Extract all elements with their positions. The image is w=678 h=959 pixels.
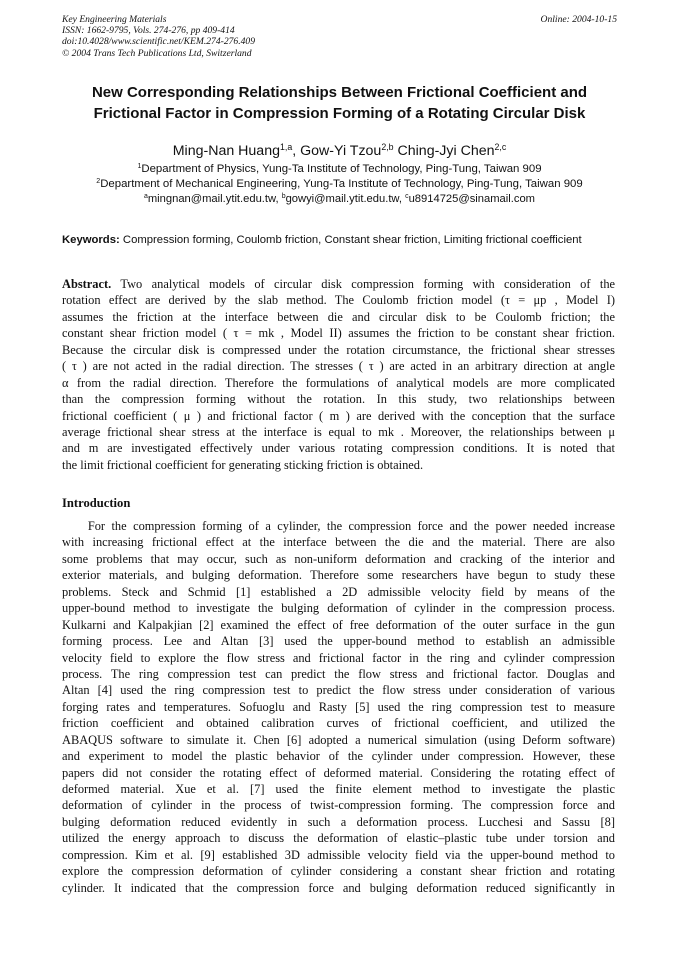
author-affiliation-mark: 1,a: [279, 142, 293, 153]
abstract-line: Because the circular disk is compressed under the rotation circumstance, the frictional shear stresses: [62, 342, 615, 357]
intro-line: papers did not consider the rotating effect of deformed material. Considering the rotating effect of: [62, 765, 615, 780]
author-name: Gow-Yi Tzou: [300, 143, 382, 159]
paper-title: [62, 82, 617, 124]
affiliation-2: [62, 177, 617, 192]
abstract: [62, 276, 615, 473]
intro-line: ABAQUS software to simulate it. Chen [6] adopted a numerical simulation (using Deform software): [62, 732, 615, 747]
abstract-line: the limit frictional coefficient for generating sticking friction is obtained.: [62, 457, 424, 472]
intro-line: bulging deformation reduced evidently in such a deformation process. Lucchesi and Sassu [8]: [62, 814, 615, 829]
doi-line: doi:10.4028/www.scientific.net/KEM.274-276.409: [62, 36, 256, 48]
abstract-line: assumes the friction at the interface between die and circular disk to be Coulomb friction; the: [62, 309, 615, 324]
intro-line: deformed material. Xue et al. [7] used the finite element method to investigate the plastic: [62, 782, 615, 796]
intro-line: friction coefficient and obtained calibration curves of frictional coefficient, and utilized the: [62, 716, 615, 731]
intro-line: forging rates and temperatures. Sofuoglu and Rasty [5] used the ring compression test to measure: [62, 699, 615, 714]
abstract-line: than the compression forming without the rotation. In this study, two relationships between: [62, 392, 615, 407]
intro-line: Altan [4] used the ring compression test to predict the flow stress under consideration of various: [62, 683, 615, 698]
keywords-label: Keywords:: [62, 234, 120, 246]
introduction-heading: Introduction: [62, 496, 131, 510]
online-date: Online: 2004-10-15: [540, 14, 617, 25]
abstract-line: α from the radial direction. Therefore the formulations of analytical models are more complicated: [62, 375, 615, 390]
intro-line: upper-bound method to investigate the bulging deformation of cylinder in the compression process.: [62, 601, 615, 616]
copyright-line: © 2004 Trans Tech Publications Ltd, Switzerland: [62, 47, 252, 59]
title-line: New Corresponding Relationships Between Frictional Coefficient and: [91, 84, 588, 101]
intro-line: Kulkarni and Kalpakjian [2] examined the effect of free deformation of the outer surface in the gun: [62, 617, 615, 632]
title-line: Frictional Factor in Compression Forming of a Rotating Circular Disk: [93, 105, 586, 122]
email-address: u8914725@sinamail.com: [408, 193, 535, 205]
intro-line: forming process. Lee and Altan [3] used the upper-bound method to establish an admissible: [62, 634, 615, 649]
email-mark: a: [143, 193, 148, 201]
abstract-line: and m are investigated effectively under various rotating compression conditions. It is noted that: [62, 441, 615, 456]
affiliation-text: Department of Physics, Yung-Ta Institute of Technology, Ping-Tung, Taiwan 909: [141, 163, 542, 175]
intro-line: exterior materials, and bulging deformation. Therefore some researchers have begun to study these: [62, 568, 615, 583]
author-name: Ming-Nan Huang: [172, 143, 280, 159]
intro-line: explore the compression deformation of cylinder considering a constant shear friction and rotating: [62, 864, 615, 879]
email-address: gowyi@mail.ytit.edu.tw,: [285, 193, 406, 205]
abstract-line: rotation effect are derived by the slab method. The Coulomb friction model (τ = μp , Model I): [62, 293, 615, 308]
affiliation-1: [62, 162, 617, 177]
email-address: mingnan@mail.ytit.edu.tw,: [147, 193, 282, 205]
abstract-line: frictional coefficient ( μ ) and frictional factor ( m ) are derived with the conception that the surface: [62, 408, 615, 423]
intro-line: cylinder. It indicated that the compression force and bulging deformation reduced significantly in: [62, 880, 615, 895]
email-list: [62, 192, 617, 207]
author-affiliation-mark: 2,c: [494, 142, 507, 153]
email-mark: b: [281, 193, 286, 201]
abstract-line: average frictional shear stress at the interface is equal to mk . Moreover, the relationships between μ: [62, 424, 615, 439]
author-list: Ming-Nan Huang$^{1,a}$, Gow-Yi Tzou$^{2,b}$ Ching-Jyi Chen$^{2,c}$: [172, 142, 507, 159]
keywords-text: Compression forming, Coulomb friction, Constant shear friction, Limiting frictional coefficient: [122, 234, 582, 246]
author-affiliation-mark: 2,b: [381, 142, 394, 153]
issn-line: ISSN: 1662-9795, Vols. 274-276, pp 409-414: [62, 25, 235, 37]
abstract-label: Abstract.: [62, 277, 112, 291]
email-mark: c: [405, 193, 409, 201]
affiliation-mark: 2: [96, 178, 101, 186]
affiliation-mark: 1: [137, 163, 142, 171]
author-name: Ching-Jyi Chen: [397, 143, 495, 159]
intro-line: utilized the energy approach to discuss the deformation of elastic–plastic tube under torsion and: [62, 831, 615, 846]
abstract-line: ( τ ) are not acted in the radial direction. The stresses ( τ ) are acted in an arbitrary direction at angle: [62, 359, 615, 374]
intro-line: some problems that may occur, such as non-uniform deformation and cracking of the interior and: [62, 551, 615, 566]
intro-line: and experiment to model the plastic behavior of the cylinder under compression. However, these: [62, 749, 615, 764]
affiliation-text: Department of Mechanical Engineering, Yung-Ta Institute of Technology, Ping-Tung, Taiwan 909: [100, 178, 583, 190]
abstract-line: Abstract. Two analytical models of circular disk compression forming with consideration of the: [62, 277, 616, 291]
intro-line: process. The ring compression test can predict the flow stress and frictional factor. Douglas and: [62, 666, 615, 681]
introduction-body: [62, 518, 615, 896]
intro-line: For the compression forming of a cylinder, the compression force and the power needed increase: [62, 519, 615, 533]
keywords: [62, 233, 615, 248]
journal-header: [62, 14, 617, 59]
intro-line: compression. Kim et al. [9] established 3D admissible velocity field via the upper-bound method to: [62, 847, 615, 862]
journal-name: Key Engineering Materials: [62, 14, 167, 25]
intro-line: problems. Steck and Schmid [1] established a 2D admissible velocity field by means of the: [62, 584, 615, 599]
intro-line: with increasing frictional effect at the interface between the die and the material. There are also: [62, 535, 615, 550]
intro-line: deformation of cylinder in the process of twist-compression forming. The compression force and: [62, 798, 615, 813]
intro-line: velocity field to explore the flow stress and frictional factor in the ring and cylinder compression: [62, 650, 615, 665]
abstract-line: constant shear friction model ( τ = mk , Model II) assumes the friction to be constant shear friction.: [62, 326, 615, 341]
